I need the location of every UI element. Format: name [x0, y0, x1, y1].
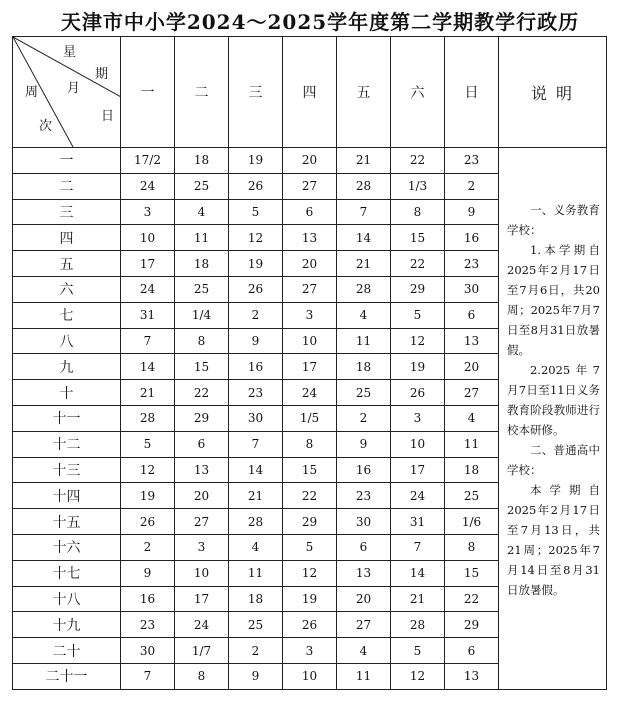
- note-paragraph: 本学期自2025年2月17日至7月13日，共21周；2025年7月14日至8月31日放暑假。: [507, 483, 600, 597]
- day-cell: 13: [337, 560, 391, 586]
- day-cell: 17: [283, 354, 337, 380]
- day-cell: 10: [121, 225, 175, 251]
- day-cell: 19: [229, 251, 283, 277]
- day-cell: 22: [445, 586, 499, 612]
- day-cell: 29: [175, 405, 229, 431]
- day-cell: 9: [229, 328, 283, 354]
- day-cell: 7: [391, 534, 445, 560]
- day-cell: 2: [121, 534, 175, 560]
- day-cell: 8: [391, 199, 445, 225]
- day-cell: 25: [445, 483, 499, 509]
- day-cell: 5: [391, 302, 445, 328]
- corner-label-ri: 日: [101, 109, 115, 124]
- corner-label-qi: 期: [95, 67, 109, 82]
- day-cell: 30: [229, 405, 283, 431]
- day-cell: 7: [121, 328, 175, 354]
- day-cell: 9: [229, 663, 283, 689]
- day-cell: 2: [229, 302, 283, 328]
- day-cell: 27: [445, 380, 499, 406]
- day-cell: 28: [229, 509, 283, 535]
- day-cell: 18: [445, 457, 499, 483]
- day-cell: 7: [121, 663, 175, 689]
- week-number: 二十: [13, 638, 121, 664]
- day-cell: 8: [445, 534, 499, 560]
- day-cell: 11: [229, 560, 283, 586]
- weekday-header: 六: [391, 37, 445, 148]
- day-cell: 15: [391, 225, 445, 251]
- week-number: 七: [13, 302, 121, 328]
- day-cell: 15: [283, 457, 337, 483]
- day-cell: 20: [445, 354, 499, 380]
- note-paragraph: 2.2025年7月7日至11日义务教育阶段教师进行校本研修。: [507, 363, 600, 437]
- day-cell: 10: [391, 431, 445, 457]
- week-number: 十六: [13, 534, 121, 560]
- day-cell: 13: [283, 225, 337, 251]
- day-cell: 26: [391, 380, 445, 406]
- weekday-header: 一: [121, 37, 175, 148]
- week-number: 十一: [13, 405, 121, 431]
- day-cell: 4: [175, 199, 229, 225]
- day-cell: 26: [229, 173, 283, 199]
- day-cell: 6: [445, 302, 499, 328]
- day-cell: 12: [283, 560, 337, 586]
- notes-header: 说 明: [499, 37, 607, 148]
- day-cell: 3: [283, 638, 337, 664]
- day-cell: 3: [175, 534, 229, 560]
- day-cell: 21: [337, 148, 391, 174]
- day-cell: 27: [337, 612, 391, 638]
- corner-label-xing: 星: [63, 45, 77, 60]
- day-cell: 25: [175, 173, 229, 199]
- day-cell: 17/2: [121, 148, 175, 174]
- day-cell: 16: [229, 354, 283, 380]
- day-cell: 1/5: [283, 405, 337, 431]
- week-number: 六: [13, 276, 121, 302]
- day-cell: 25: [175, 276, 229, 302]
- day-cell: 10: [283, 328, 337, 354]
- corner-label-yue: 月: [67, 81, 81, 96]
- day-cell: 9: [121, 560, 175, 586]
- day-cell: 25: [337, 380, 391, 406]
- day-cell: 23: [445, 251, 499, 277]
- week-number: 十五: [13, 509, 121, 535]
- day-cell: 29: [283, 509, 337, 535]
- week-number: 十八: [13, 586, 121, 612]
- day-cell: 21: [229, 483, 283, 509]
- day-cell: 31: [391, 509, 445, 535]
- day-cell: 11: [445, 431, 499, 457]
- day-cell: 28: [337, 173, 391, 199]
- day-cell: 26: [283, 612, 337, 638]
- day-cell: 17: [175, 586, 229, 612]
- day-cell: 24: [121, 276, 175, 302]
- day-cell: 14: [337, 225, 391, 251]
- week-number: 十七: [13, 560, 121, 586]
- week-number: 三: [13, 199, 121, 225]
- day-cell: 28: [391, 612, 445, 638]
- day-cell: 1/6: [445, 509, 499, 535]
- day-cell: 19: [391, 354, 445, 380]
- day-cell: 15: [445, 560, 499, 586]
- weekday-header: 四: [283, 37, 337, 148]
- day-cell: 6: [175, 431, 229, 457]
- week-row: [13, 148, 607, 174]
- week-number: 九: [13, 354, 121, 380]
- week-number: 四: [13, 225, 121, 251]
- day-cell: 14: [229, 457, 283, 483]
- day-cell: 6: [445, 638, 499, 664]
- day-cell: 30: [445, 276, 499, 302]
- weekday-header: 二: [175, 37, 229, 148]
- day-cell: 30: [121, 638, 175, 664]
- day-cell: 7: [229, 431, 283, 457]
- day-cell: 2: [445, 173, 499, 199]
- day-cell: 5: [283, 534, 337, 560]
- day-cell: 3: [283, 302, 337, 328]
- page-title: 天津市中小学2024～2025学年度第二学期教学行政历: [60, 10, 580, 34]
- week-number: 十三: [13, 457, 121, 483]
- day-cell: 1/7: [175, 638, 229, 664]
- day-cell: 19: [283, 586, 337, 612]
- day-cell: 20: [175, 483, 229, 509]
- day-cell: 2: [229, 638, 283, 664]
- day-cell: 16: [445, 225, 499, 251]
- day-cell: 6: [337, 534, 391, 560]
- day-cell: 14: [121, 354, 175, 380]
- day-cell: 11: [175, 225, 229, 251]
- day-cell: 3: [391, 405, 445, 431]
- day-cell: 26: [229, 276, 283, 302]
- note-paragraph: 1.本学期自2025年2月17日至7月6日，共20周；2025年7月7日至8月31日放暑假。: [507, 243, 600, 357]
- note-paragraph: 二、普通高中学校：: [507, 443, 600, 477]
- day-cell: 24: [391, 483, 445, 509]
- day-cell: 6: [283, 199, 337, 225]
- day-cell: 12: [229, 225, 283, 251]
- day-cell: 5: [391, 638, 445, 664]
- day-cell: 20: [337, 586, 391, 612]
- day-cell: 27: [283, 276, 337, 302]
- day-cell: 19: [121, 483, 175, 509]
- day-cell: 24: [283, 380, 337, 406]
- corner-label-zhou: 周: [25, 85, 39, 100]
- day-cell: 9: [445, 199, 499, 225]
- week-number: 一: [13, 148, 121, 174]
- day-cell: 12: [391, 328, 445, 354]
- day-cell: 13: [445, 328, 499, 354]
- day-cell: 22: [175, 380, 229, 406]
- day-cell: 8: [175, 328, 229, 354]
- week-number: 二: [13, 173, 121, 199]
- day-cell: 11: [337, 663, 391, 689]
- day-cell: 18: [337, 354, 391, 380]
- day-cell: 15: [175, 354, 229, 380]
- day-cell: 9: [337, 431, 391, 457]
- day-cell: 11: [337, 328, 391, 354]
- day-cell: 22: [391, 251, 445, 277]
- day-cell: 5: [121, 431, 175, 457]
- day-cell: 23: [337, 483, 391, 509]
- day-cell: 22: [391, 148, 445, 174]
- corner-header: [13, 37, 121, 148]
- week-number: 八: [13, 328, 121, 354]
- calendar-body: [13, 148, 607, 690]
- weekday-header: 五: [337, 37, 391, 148]
- day-cell: 28: [121, 405, 175, 431]
- header-row: [13, 37, 607, 148]
- day-cell: 16: [337, 457, 391, 483]
- day-cell: 10: [175, 560, 229, 586]
- week-number: 二十一: [13, 663, 121, 689]
- day-cell: 24: [175, 612, 229, 638]
- day-cell: 18: [175, 251, 229, 277]
- day-cell: 24: [121, 173, 175, 199]
- day-cell: 29: [445, 612, 499, 638]
- day-cell: 17: [391, 457, 445, 483]
- day-cell: 18: [229, 586, 283, 612]
- day-cell: 5: [229, 199, 283, 225]
- notes-cell: [499, 148, 607, 690]
- day-cell: 12: [391, 663, 445, 689]
- day-cell: 7: [337, 199, 391, 225]
- weekday-header: 日: [445, 37, 499, 148]
- day-cell: 1/3: [391, 173, 445, 199]
- calendar-table: [12, 36, 607, 690]
- note-paragraph: 一、义务教育学校：: [507, 203, 600, 237]
- day-cell: 2: [337, 405, 391, 431]
- day-cell: 21: [121, 380, 175, 406]
- day-cell: 29: [391, 276, 445, 302]
- day-cell: 17: [121, 251, 175, 277]
- day-cell: 12: [121, 457, 175, 483]
- day-cell: 20: [283, 251, 337, 277]
- day-cell: 19: [229, 148, 283, 174]
- day-cell: 27: [175, 509, 229, 535]
- day-cell: 18: [175, 148, 229, 174]
- day-cell: 31: [121, 302, 175, 328]
- day-cell: 14: [391, 560, 445, 586]
- week-number: 十二: [13, 431, 121, 457]
- week-number: 五: [13, 251, 121, 277]
- week-number: 十九: [13, 612, 121, 638]
- corner-label-ci: 次: [39, 119, 53, 134]
- day-cell: 23: [121, 612, 175, 638]
- day-cell: 4: [229, 534, 283, 560]
- day-cell: 4: [337, 638, 391, 664]
- day-cell: 3: [121, 199, 175, 225]
- day-cell: 28: [337, 276, 391, 302]
- day-cell: 8: [283, 431, 337, 457]
- day-cell: 23: [229, 380, 283, 406]
- week-number: 十: [13, 380, 121, 406]
- day-cell: 13: [445, 663, 499, 689]
- day-cell: 27: [283, 173, 337, 199]
- day-cell: 4: [337, 302, 391, 328]
- week-number: 十四: [13, 483, 121, 509]
- day-cell: 20: [283, 148, 337, 174]
- day-cell: 26: [121, 509, 175, 535]
- day-cell: 8: [175, 663, 229, 689]
- day-cell: 30: [337, 509, 391, 535]
- day-cell: 22: [283, 483, 337, 509]
- day-cell: 13: [175, 457, 229, 483]
- day-cell: 10: [283, 663, 337, 689]
- day-cell: 4: [445, 405, 499, 431]
- day-cell: 23: [445, 148, 499, 174]
- day-cell: 1/4: [175, 302, 229, 328]
- weekday-header: 三: [229, 37, 283, 148]
- day-cell: 21: [391, 586, 445, 612]
- day-cell: 16: [121, 586, 175, 612]
- day-cell: 25: [229, 612, 283, 638]
- day-cell: 21: [337, 251, 391, 277]
